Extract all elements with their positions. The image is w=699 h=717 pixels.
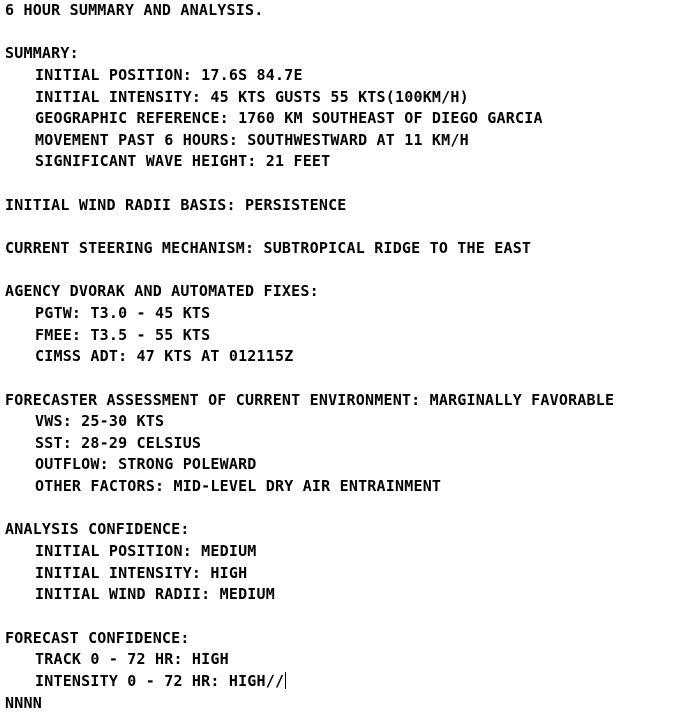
geographic-reference: GEOGRAPHIC REFERENCE: 1760 KM SOUTHEAST OF DIEGO GARCIA [35,109,543,128]
blank-line [5,22,695,44]
env-vws: VWS: 25-30 KTS [35,412,165,431]
forecast-intensity-line [5,671,695,693]
blank-line [5,173,695,195]
blank-line [5,368,695,390]
wave-height: SIGNIFICANT WAVE HEIGHT: 21 FEET [35,152,331,171]
fix-fmee: FMEE: T3.5 - 55 KTS [35,325,211,344]
blank-line [5,498,695,520]
initial-position: INITIAL POSITION: 17.6S 84.7E [35,65,303,84]
summary-heading: SUMMARY: [5,44,79,63]
analysis-wind-radii: INITIAL WIND RADII: MEDIUM [35,585,275,604]
fixes-heading: AGENCY DVORAK AND AUTOMATED FIXES: [5,282,319,301]
fix-pgtw: PGTW: T3.0 - 45 KTS [35,303,211,322]
forecast-confidence-heading: FORECAST CONFIDENCE: [5,628,190,647]
forecast-intensity: INTENSITY 0 - 72 HR: HIGH// [35,671,285,690]
analysis-confidence-heading: ANALYSIS CONFIDENCE: [5,520,190,539]
movement: MOVEMENT PAST 6 HOURS: SOUTHWESTWARD AT 11 KM/H [35,130,469,149]
forecast-track: TRACK 0 - 72 HR: HIGH [35,650,229,669]
environment-heading: FORECASTER ASSESSMENT OF CURRENT ENVIRONMENT: MARGINALLY FAVORABLE [5,390,615,409]
blank-line [5,606,695,628]
analysis-intensity: INITIAL INTENSITY: HIGH [35,563,248,582]
env-other-factors: OTHER FACTORS: MID-LEVEL DRY AIR ENTRAINMENT [35,477,442,496]
env-outflow: OUTFLOW: STRONG POLEWARD [35,455,257,474]
env-sst: SST: 28-29 CELSIUS [35,433,202,452]
fix-cimss: CIMSS ADT: 47 KTS AT 012115Z [35,347,294,366]
bulletin-title: 6 HOUR SUMMARY AND ANALYSIS. [5,1,264,19]
blank-line [5,260,695,282]
analysis-position: INITIAL POSITION: MEDIUM [35,542,257,561]
end-marker: NNNN [5,693,42,712]
wind-radii-basis: INITIAL WIND RADII BASIS: PERSISTENCE [5,195,347,214]
steering-mechanism: CURRENT STEERING MECHANISM: SUBTROPICAL RIDGE TO THE EAST [5,239,532,258]
blank-line [5,216,695,238]
bulletin-text[interactable] [5,0,695,714]
text-cursor [285,672,286,689]
initial-intensity: INITIAL INTENSITY: 45 KTS GUSTS 55 KTS(100KM/H) [35,87,469,106]
